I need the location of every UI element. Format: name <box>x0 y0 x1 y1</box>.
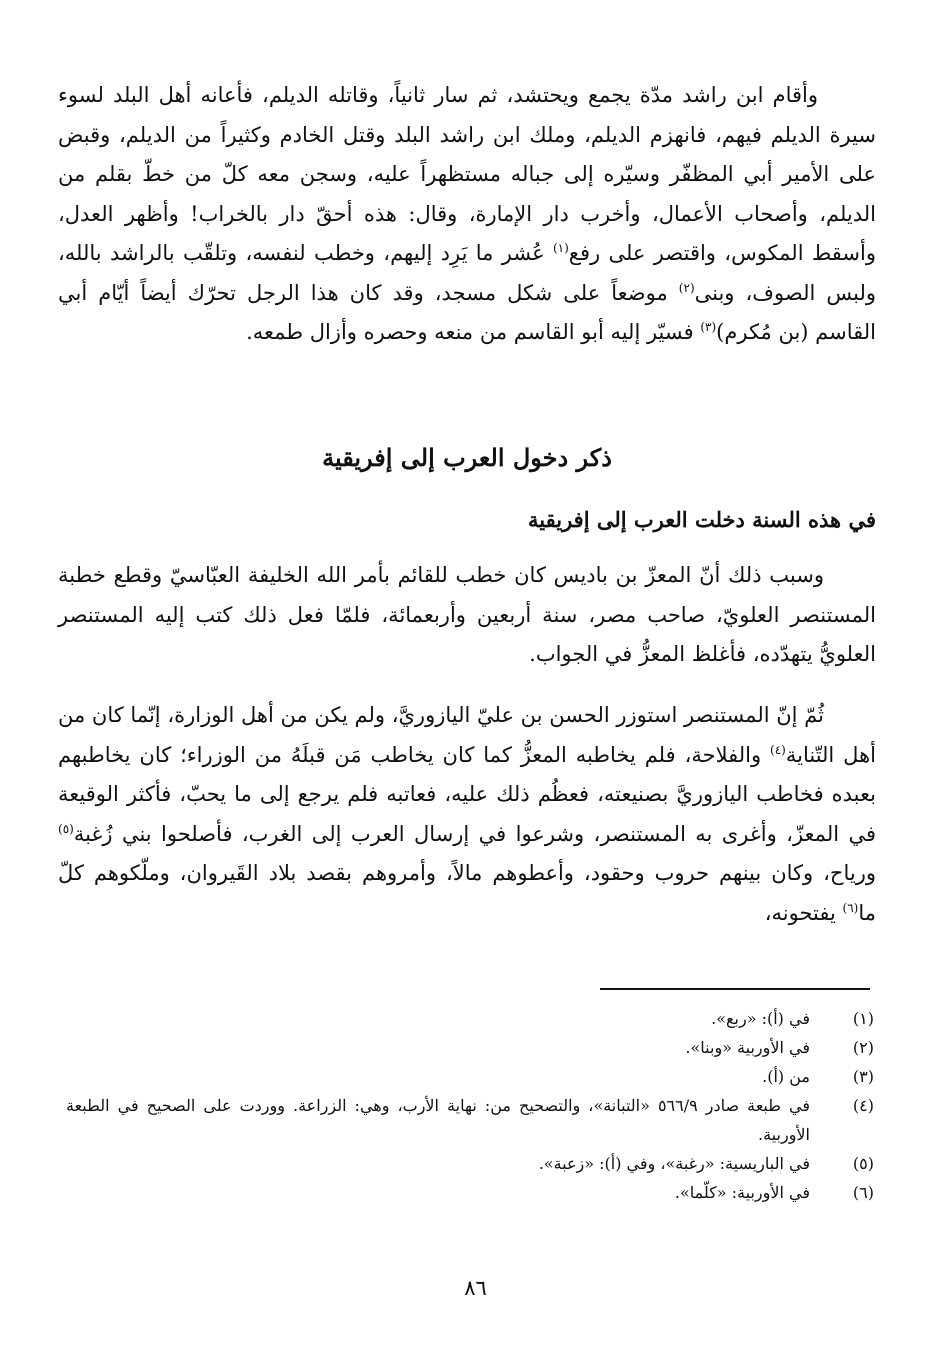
footnote-text: في الأوربية «وبنا». <box>685 1038 810 1057</box>
paragraph-2-text: وسبب ذلك أنّ المعزّ بن باديس كان خطب للقائم بأمر الله الخليفة العبّاسيّ وقطع خطبة المستنصر العلويّ، صاحب مصر، سنة أربعين وأربعمائة، فلمّا فعل ذلك كتب إليه المستنصر العلويُّ يتهدّده، فأغلظ المعزُّ في الجواب. <box>58 563 876 666</box>
paragraph-1 <box>58 76 876 353</box>
footnote-number: (٥) <box>852 1154 874 1173</box>
paragraph-3-segment-d: يفتحونه، <box>764 900 836 925</box>
footnote-item <box>66 1004 874 1033</box>
footnote-item <box>66 1091 874 1149</box>
section-heading: ذكر دخول العرب إلى إفريقية <box>322 443 612 472</box>
paragraph-2 <box>58 556 876 675</box>
paragraph-1-segment-a: وأقام ابن راشد مدّة يجمع ويحتشد، ثم سار ثانياً، وقاتله الديلم، فأعانه أهل البلد لسوء سيرة الديلم فيهم، فانهزم الديلم، وملك ابن راشد البلد وقتل الخادم وكثيراً من الديلم، وقبض على الأمير أبي المظفّر وسيّره إلى جباله مستظهراً عليه، وسجن معه كلّ من خطّ بقلم من الديلم، وأصحاب الأعمال، وأخرب دار الإمارة، وقال: هذه أحقّ دار بالخراب! وأظهر العدل، وأسقط المكوس، واقتصر على رفع <box>58 83 876 265</box>
footnote-item <box>66 1062 874 1091</box>
page-number: ٨٦ <box>464 1276 487 1300</box>
footnote-number: (٤) <box>852 1096 874 1115</box>
footnote-ref-1: (١) <box>552 241 569 255</box>
footnote-ref-2: (٢) <box>678 280 695 295</box>
footnote-number: (١) <box>852 1009 874 1028</box>
paragraph-1-segment-c: موضعاً على شكل مسجد، وقد كان هذا الرجل تحرّك أيضاً أيّام أبي القاسم (بن مُكرم) <box>58 280 876 344</box>
paragraph-1-segment-d: فسيّر إليه أبو القاسم من منعه وحصره وأزال طمعه. <box>246 320 694 344</box>
paragraph-3-segment-a: ثُمّ إنّ المستنصر استوزر الحسن بن عليّ اليازوريَّ، ولم يكن من أهل الوزارة، إنّما كان من أهل التّناية <box>58 703 876 767</box>
footnote-item <box>66 1033 874 1062</box>
footnote-ref-6: (٦) <box>842 900 859 915</box>
paragraph-3-segment-c: ورياح، وكان بينهم حروب وحقود، وأعطوهم مالاً، وأمروهم بقصد بلاد القَيروان، وملّكوهم كلّ ما <box>58 861 876 925</box>
footnote-text: من (أ). <box>762 1067 810 1086</box>
paragraph-3 <box>58 696 876 933</box>
footnote-text: في طبعة صادر ٥٦٦/٩ «التبانة»، والتصحيح من: نهاية الأرب، وهي: الزراعة. ووردت على الصحيح في الطبعة الأوربية. <box>66 1096 810 1144</box>
paragraph-1-text <box>58 76 876 353</box>
footnote-separator <box>600 988 870 990</box>
footnote-item <box>66 1149 874 1178</box>
paragraph-3-text <box>58 696 876 933</box>
section-sub-heading: في هذه السنة دخلت العرب إلى إفريقية <box>528 507 876 532</box>
footnote-text: في (أ): «ربع». <box>711 1009 810 1028</box>
footnote-item <box>66 1178 874 1207</box>
footnote-ref-3: (٣) <box>700 320 717 334</box>
footnote-number: (٦) <box>852 1183 874 1202</box>
footnote-text: في الأوربية: «كلّما». <box>674 1183 810 1202</box>
footnote-number: (٣) <box>852 1067 874 1086</box>
paragraph-3-segment-b: والفلاحة، فلم يخاطبه المعزُّ كما كان يخاطب مَن قبلَهُ من الوزراء؛ كان يخاطبهم بعبده فخاطب اليازوريَّ بصنيعته، فعظُم ذلك عليه، فعاتبه فلم يرجع إلى ما يحبّ، فأكثر الوقيعة في المعزّ، وأغرى به المستنصر، وشرعوا في إرسال العرب إلى الغرب، فأصلحوا بني زُغبة <box>58 742 876 846</box>
footnote-number: (٢) <box>852 1038 874 1057</box>
footnotes-list <box>66 1004 874 1207</box>
footnote-ref-4: (٤) <box>770 742 786 757</box>
footnote-ref-5: (٥) <box>58 821 74 836</box>
paragraph-1-segment-b: عُشر ما يَرِد إليهم، وخطب لنفسه، وتلقّب بالراشد بالله، ولبس الصوف، وبنى <box>58 241 877 305</box>
footnote-text: في الباريسية: «رغبة»، وفي (أ): «زعبة». <box>538 1154 810 1173</box>
